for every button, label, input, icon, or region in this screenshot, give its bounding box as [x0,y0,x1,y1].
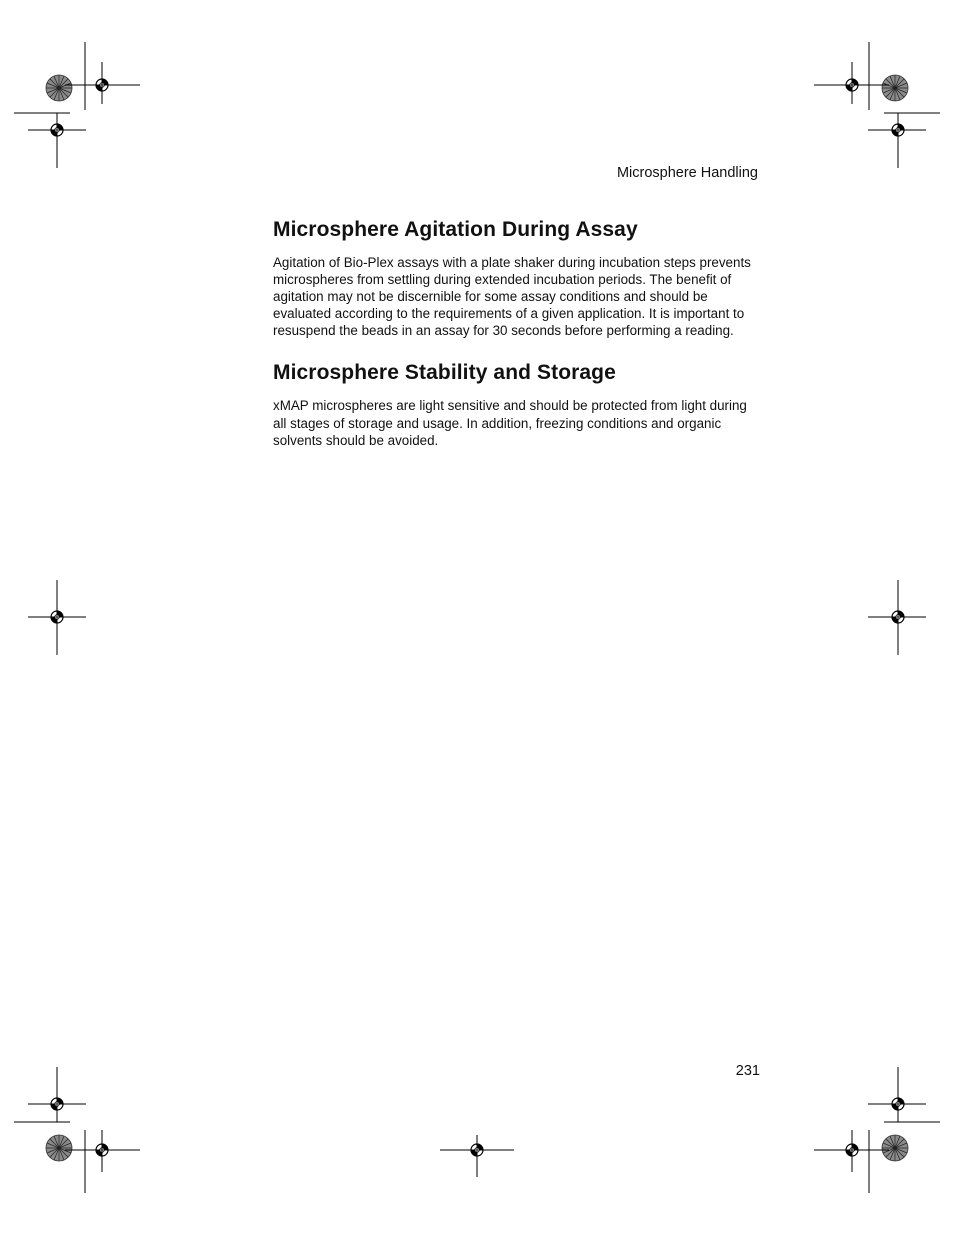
section-paragraph: Agitation of Bio-Plex assays with a plate shaker during incubation steps prevents microspheres from settling during extended incubation periods. The benefit of agitation may not be discernible for some assay conditions and should be evaluated according to the requirements of a given application. It is important to resuspend the beads in an assay for 30 seconds before performing a reading. [273,255,751,339]
starburst-target-icon [46,75,72,101]
crosshair-circle-icon [471,1144,483,1156]
crosshair-circle-icon [51,611,63,623]
crosshair-circle-icon [51,1098,63,1110]
crosshair-circle-icon [892,611,904,623]
running-header: Microsphere Handling [616,165,758,181]
starburst-target-icon [46,1135,72,1161]
crosshair-circle-icon [892,1098,904,1110]
starburst-target-icon [882,1135,908,1161]
page-number: 231 [735,1063,760,1079]
section-heading: Microsphere Agitation During Assay [273,218,638,241]
section-agitation [273,215,763,339]
section-paragraph: xMAP microspheres are light sensitive and should be protected from light during all stages of storage and usage. In addition, freezing conditions and organic solvents should be avoided. [273,398,747,448]
starburst-target-icon [882,75,908,101]
section-stability-storage [273,358,763,448]
crosshair-circle-icon [51,124,63,136]
section-heading: Microsphere Stability and Storage [273,361,616,385]
crosshair-circle-icon [892,124,904,136]
main-content [273,215,763,449]
